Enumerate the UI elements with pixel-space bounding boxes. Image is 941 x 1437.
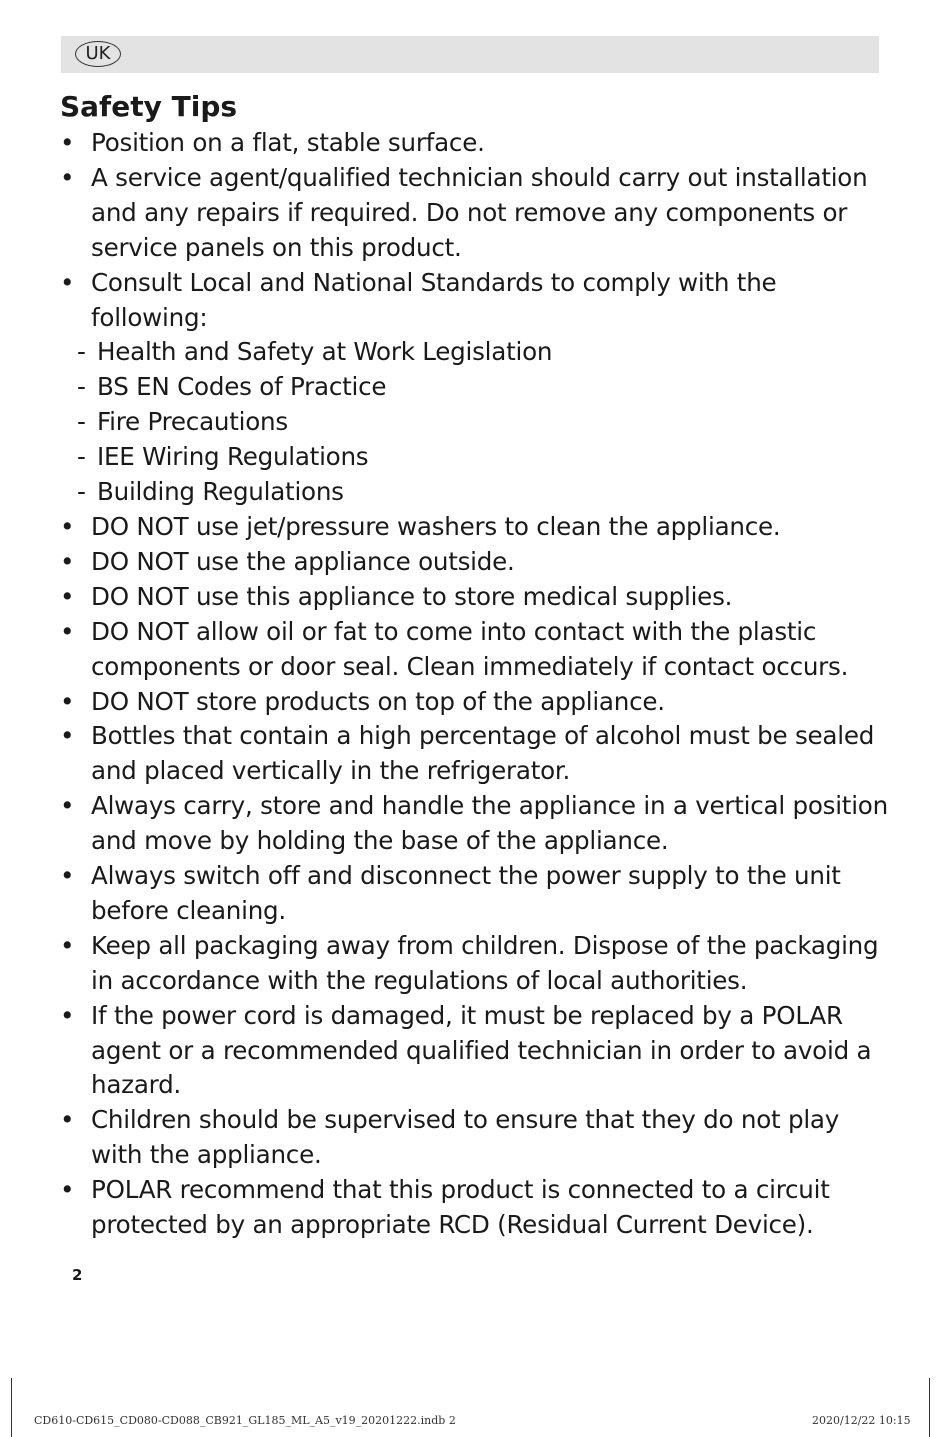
list-item	[60, 859, 890, 929]
dash-icon: -	[77, 407, 86, 437]
tip-text: Position on a flat, stable surface.	[91, 128, 485, 157]
tip-text: Always carry, store and handle the appliance in a vertical position and move by holding the base of the appliance.	[91, 791, 888, 856]
sub-list-item	[77, 370, 890, 405]
list-item	[60, 580, 890, 615]
sub-list-item	[77, 335, 890, 370]
bullet-icon: •	[60, 546, 75, 576]
sub-item-text: BS EN Codes of Practice	[97, 372, 387, 402]
dash-icon: -	[77, 477, 86, 507]
dash-icon: -	[77, 442, 86, 472]
list-item	[60, 615, 890, 685]
tip-text: POLAR recommend that this product is connected to a circuit protected by an appropriate RCD (Residual Current Device).	[91, 1175, 830, 1240]
dash-icon: -	[77, 372, 86, 402]
tip-text: DO NOT use this appliance to store medical supplies.	[91, 581, 733, 611]
bullet-icon: •	[60, 686, 75, 716]
list-item	[60, 510, 890, 545]
sub-list-item	[77, 405, 890, 440]
bullet-icon: •	[60, 1000, 75, 1030]
safety-tips-list	[60, 126, 890, 1243]
sub-item-text: IEE Wiring Regulations	[97, 442, 369, 472]
bullet-icon: •	[60, 721, 75, 751]
list-item	[60, 719, 890, 789]
list-item	[60, 929, 890, 999]
bullet-icon: •	[60, 128, 75, 157]
tip-text: DO NOT allow oil or fat to come into contact with the plastic components or door seal. Clean immediately if contact occurs.	[91, 616, 849, 681]
dash-icon: -	[77, 337, 86, 367]
sub-item-text: Building Regulations	[97, 477, 344, 507]
bullet-icon: •	[60, 1105, 75, 1135]
tip-text: Consult Local and National Standards to comply with the following:	[91, 267, 777, 332]
footer-file-name: CD610-CD615_CD080-CD088_CB921_GL185_ML_A5_v19_20201222.indb 2	[34, 1414, 456, 1427]
tip-text: Bottles that contain a high percentage of alcohol must be sealed and placed vertically in the refrigerator.	[91, 721, 875, 786]
sub-list-item	[77, 475, 890, 510]
bullet-icon: •	[60, 791, 75, 821]
footer-timestamp: 2020/12/22 10:15	[812, 1414, 911, 1427]
bullet-icon: •	[60, 930, 75, 960]
sub-item-text: Health and Safety at Work Legislation	[97, 337, 553, 367]
list-item	[60, 685, 890, 720]
bullet-icon: •	[60, 861, 75, 891]
bullet-icon: •	[60, 581, 75, 611]
list-item	[60, 789, 890, 859]
language-badge: UK	[75, 41, 121, 67]
tip-text: Keep all packaging away from children. Dispose of the packaging in accordance with the regulations of local authorities.	[91, 930, 879, 995]
standards-sub-list	[77, 335, 890, 510]
tip-text: Always switch off and disconnect the power supply to the unit before cleaning.	[91, 861, 841, 925]
list-item	[60, 1103, 890, 1173]
page-number: 2	[72, 1266, 83, 1284]
sub-list-item	[77, 440, 890, 475]
list-item	[60, 161, 890, 266]
tip-text: Children should be supervised to ensure that they do not play with the appliance.	[91, 1105, 840, 1170]
list-item	[60, 1173, 890, 1243]
list-item	[60, 545, 890, 580]
header-bar	[61, 36, 879, 73]
tip-text: DO NOT store products on top of the appliance.	[91, 686, 665, 716]
list-item	[60, 999, 890, 1104]
sub-item-text: Fire Precautions	[97, 407, 288, 437]
list-item	[60, 126, 890, 161]
tip-text: DO NOT use the appliance outside.	[91, 546, 515, 576]
list-item	[60, 266, 890, 510]
bullet-icon: •	[60, 616, 75, 646]
bullet-icon: •	[60, 162, 75, 192]
crop-mark-right	[929, 1378, 930, 1437]
bullet-icon: •	[60, 1175, 75, 1205]
page-title: Safety Tips	[60, 90, 238, 123]
crop-mark-left	[11, 1378, 12, 1437]
bullet-icon: •	[60, 267, 75, 297]
bullet-icon: •	[60, 511, 75, 541]
tip-text: DO NOT use jet/pressure washers to clean the appliance.	[91, 511, 781, 541]
tip-text: If the power cord is damaged, it must be replaced by a POLAR agent or a recommended qualified technician in order to avoid a hazard.	[91, 1000, 872, 1100]
tip-text: A service agent/qualified technician should carry out installation and any repairs if required. Do not remove any components or service panels on this product.	[91, 162, 868, 262]
